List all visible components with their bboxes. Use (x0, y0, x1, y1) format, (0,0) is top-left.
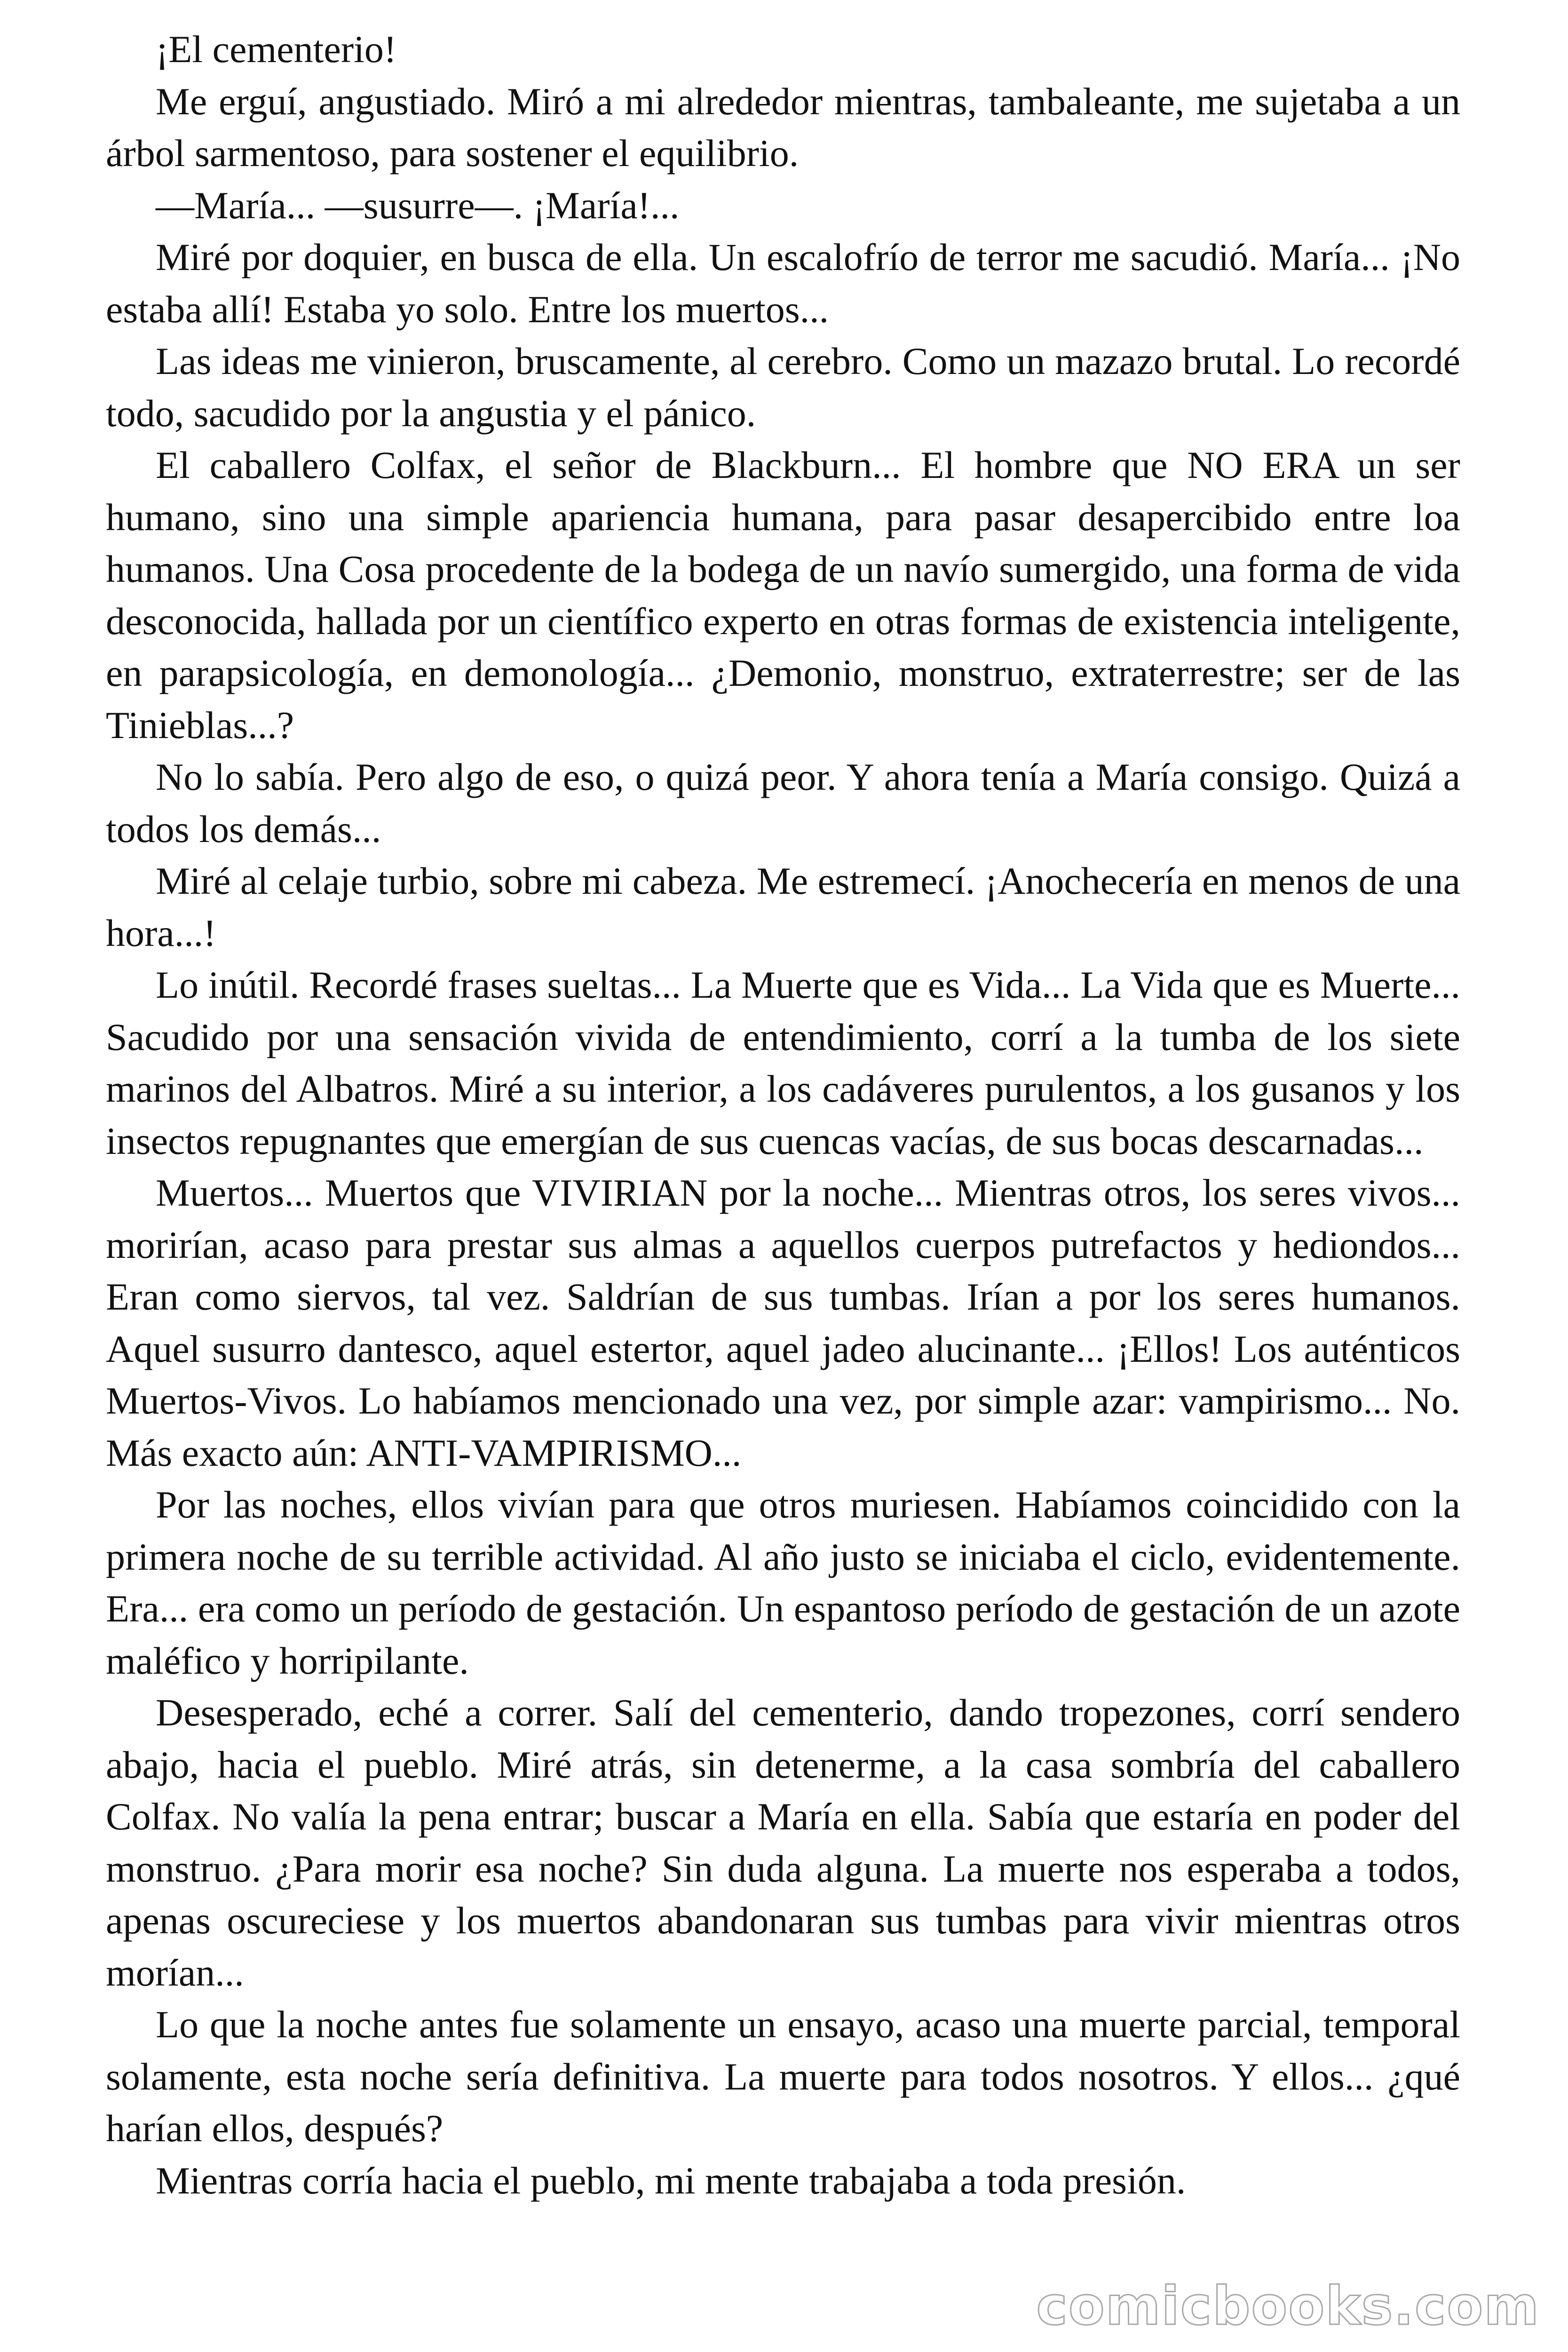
paragraph: Desesperado, eché a correr. Salí del cementerio, dando tropezones, corrí sendero abajo, hacia el pueblo. Miré atrás, sin detenerme, a la casa sombría del caballero Colfax. No valía la pena entrar; buscar a María en ella. Sabía que estaría en poder del monstruo. ¿Para morir esa noche? Sin duda alguna. La muerte nos esperaba a todos, apenas oscureciese y los muertos abandonaran sus tumbas para vivir mientras otros morían... (106, 1691, 1460, 1994)
paragraph: Miré por doquier, en busca de ella. Un escalofrío de terror me sacudió. María... ¡No estaba allí! Estaba yo solo. Entre los muertos... (106, 236, 1460, 331)
paragraph: Mientras corría hacia el pueblo, mi mente trabajaba a toda presión. (156, 2159, 1186, 2202)
paragraph: Muertos... Muertos que VIVIRIAN por la noche... Mientras otros, los seres vivos... morirían, acaso para prestar sus almas a aquellos cuerpos putrefactos y hediondos... Eran como siervos, tal vez. Saldrían de sus tumbas. Irían a por los seres humanos. Aquel susurro dantesco, aquel estertor, aquel jadeo alucinante... ¡Ellos! Los auténticos Muertos-Vivos. Lo habíamos mencionado una vez, por simple azar: vampirismo... No. Más exacto aún: ANTI-VAMPIRISMO... (106, 1171, 1460, 1474)
paragraph: Lo inútil. Recordé frases sueltas... La Muerte que es Vida... La Vida que es Muerte... Sacudido por una sensación vivida de entendimiento, corrí a la tumba de los siete marinos del Albatros. Miré a su interior, a los cadáveres purulentos, a los gusanos y los insectos repugnantes que emergían de sus cuencas vacías, de sus bocas descarnadas... (106, 963, 1460, 1162)
paragraph: No lo sabía. Pero algo de eso, o quizá peor. Y ahora tenía a María consigo. Quizá a todos los demás... (106, 755, 1460, 850)
paragraph: Miré al celaje turbio, sobre mi cabeza. Me estremecí. ¡Anochecería en menos de una hora...! (106, 859, 1460, 954)
paragraph: Por las noches, ellos vivían para que otros muriesen. Habíamos coincidido con la primera noche de su terrible actividad. Al año justo se iniciaba el ciclo, evidentemente. Era... era como un período de gestación. Un espantoso período de gestación de un azote maléfico y horripilante. (106, 1483, 1460, 1682)
paragraph: Las ideas me vinieron, bruscamente, al cerebro. Como un mazazo brutal. Lo recordé todo, sacudido por la angustia y el pánico. (106, 340, 1460, 435)
watermark: comicbooks.com (1036, 2276, 1540, 2337)
page-text (106, 24, 1460, 2207)
paragraph: El caballero Colfax, el señor de Blackburn... El hombre que NO ERA un ser humano, sino una simple apariencia humana, para pasar desapercibido entre loa humanos. Una Cosa procedente de la bodega de un navío sumergido, una forma de vida desconocida, hallada por un científico experto en otras formas de existencia inteligente, en parapsicología, en demonología... ¿Demonio, monstruo, extraterrestre; ser de las Tinieblas...? (106, 444, 1460, 747)
paragraph: Me erguí, angustiado. Miró a mi alrededor mientras, tambaleante, me sujetaba a un árbol sarmentoso, para sostener el equilibrio. (106, 79, 1460, 175)
paragraph: —María... —susurre—. ¡María!... (156, 183, 680, 227)
paragraph: ¡El cementerio! (156, 28, 397, 71)
paragraph: Lo que la noche antes fue solamente un ensayo, acaso una muerte parcial, temporal solamente, esta noche sería definitiva. La muerte para todos nosotros. Y ellos... ¿qué harían ellos, después? (106, 2003, 1460, 2150)
